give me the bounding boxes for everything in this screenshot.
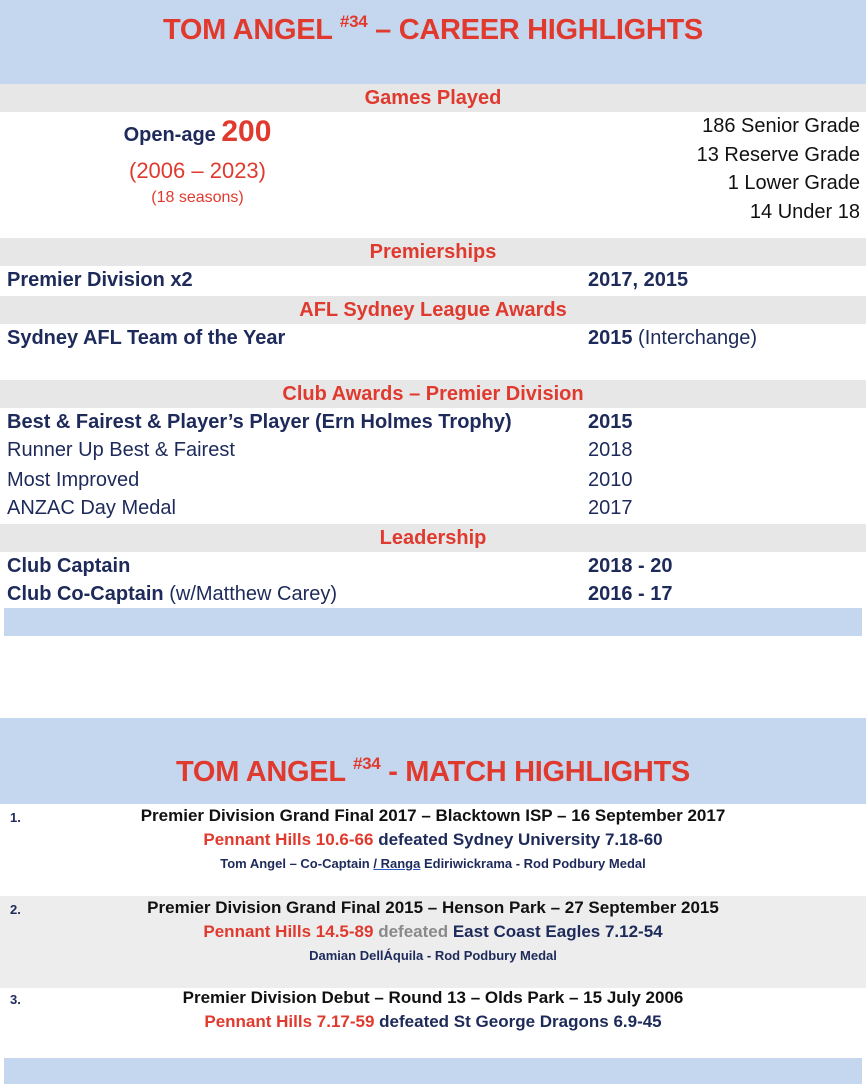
games-breakdown [697, 112, 860, 226]
games-breakdown-item: 1 Lower Grade [727, 172, 860, 194]
league-awards-heading: AFL Sydney League Awards [0, 296, 866, 324]
open-age-label: Open-age [123, 124, 222, 146]
career-years: (2006 – 2023) [129, 158, 266, 183]
premierships-item: Premier Division x2 [7, 269, 193, 291]
league-award-item: Sydney AFL Team of the Year [7, 327, 286, 349]
career-title: TOM ANGEL $^{\#34}$ – CAREER HIGHLIGHTS [163, 12, 703, 46]
league-awards-row [0, 324, 866, 352]
club-award-name: Best & Fairest & Player’s Player (Ern Holmes Trophy) [7, 411, 512, 433]
match-result: Pennant Hills 10.6-66 defeated Sydney University 7.18-60 [203, 830, 663, 849]
co-captain-years: 2016 - 17 [588, 583, 673, 605]
leadership-heading: Leadership [0, 524, 866, 552]
club-award-row [0, 408, 866, 436]
match-number: 2. [10, 902, 21, 917]
club-award-name: ANZAC Day Medal [7, 497, 176, 519]
club-award-row [0, 466, 866, 494]
club-awards-heading: Club Awards – Premier Division [0, 380, 866, 408]
club-award-row [0, 494, 866, 522]
match-event: Premier Division Debut – Round 13 – Olds Park – 15 July 2006 [182, 988, 684, 1007]
captain-years: 2018 - 20 [588, 555, 673, 577]
match-medal-note: Damian DellÁquila - Rod Podbury Medal [309, 948, 557, 963]
co-captain-label: Club Co-Captain (w/Matthew Carey) [7, 583, 338, 605]
match-footer-band [4, 1058, 862, 1084]
career-footer-band [4, 608, 862, 636]
career-title-band [0, 0, 866, 84]
club-award-name: Most Improved [7, 469, 140, 491]
match-result: Pennant Hills 14.5-89 defeated East Coast Eagles 7.12-54 [203, 922, 663, 941]
match-title: TOM ANGEL $^{\#34}$ - MATCH HIGHLIGHTS [176, 754, 690, 788]
match-number: 3. [10, 992, 21, 1007]
premierships-row [0, 266, 866, 294]
games-breakdown-item: 13 Reserve Grade [696, 143, 860, 166]
premierships-years: 2017, 2015 [588, 269, 689, 291]
games-breakdown-item: 14 Under 18 [749, 200, 860, 223]
career-seasons: (18 seasons) [151, 189, 244, 206]
club-award-name: Runner Up Best & Fairest [7, 439, 235, 461]
league-award-year: 2015 (Interchange) [588, 327, 758, 349]
match-event: Premier Division Grand Final 2015 – Henson Park – 27 September 2015 [147, 898, 719, 917]
captain-label: Club Captain [7, 555, 131, 577]
match-medal-note: Tom Angel – Co-Captain / Ranga Ediriwickrama - Rod Podbury Medal [220, 856, 646, 871]
games-summary [90, 114, 305, 209]
club-award-year: 2010 [588, 469, 633, 491]
club-award-year: 2015 [588, 411, 633, 433]
match-event: Premier Division Grand Final 2017 – Blacktown ISP – 16 September 2017 [140, 806, 726, 825]
premierships-heading: Premierships [0, 238, 866, 266]
match-item [0, 896, 866, 988]
games-breakdown-item: 186 Senior Grade [702, 115, 860, 137]
match-item [0, 986, 866, 1056]
leadership-row [0, 580, 866, 608]
match-result: Pennant Hills 7.17-59 defeated St George Dragons 6.9-45 [204, 1012, 662, 1031]
open-age-value: 200 [221, 115, 272, 148]
club-award-year: 2018 [588, 439, 633, 461]
match-title-band [0, 718, 866, 804]
club-award-row [0, 436, 866, 464]
match-item [0, 804, 866, 896]
games-heading: Games Played [0, 84, 866, 112]
match-number: 1. [10, 810, 21, 825]
leadership-row [0, 552, 866, 580]
club-award-year: 2017 [588, 497, 633, 519]
